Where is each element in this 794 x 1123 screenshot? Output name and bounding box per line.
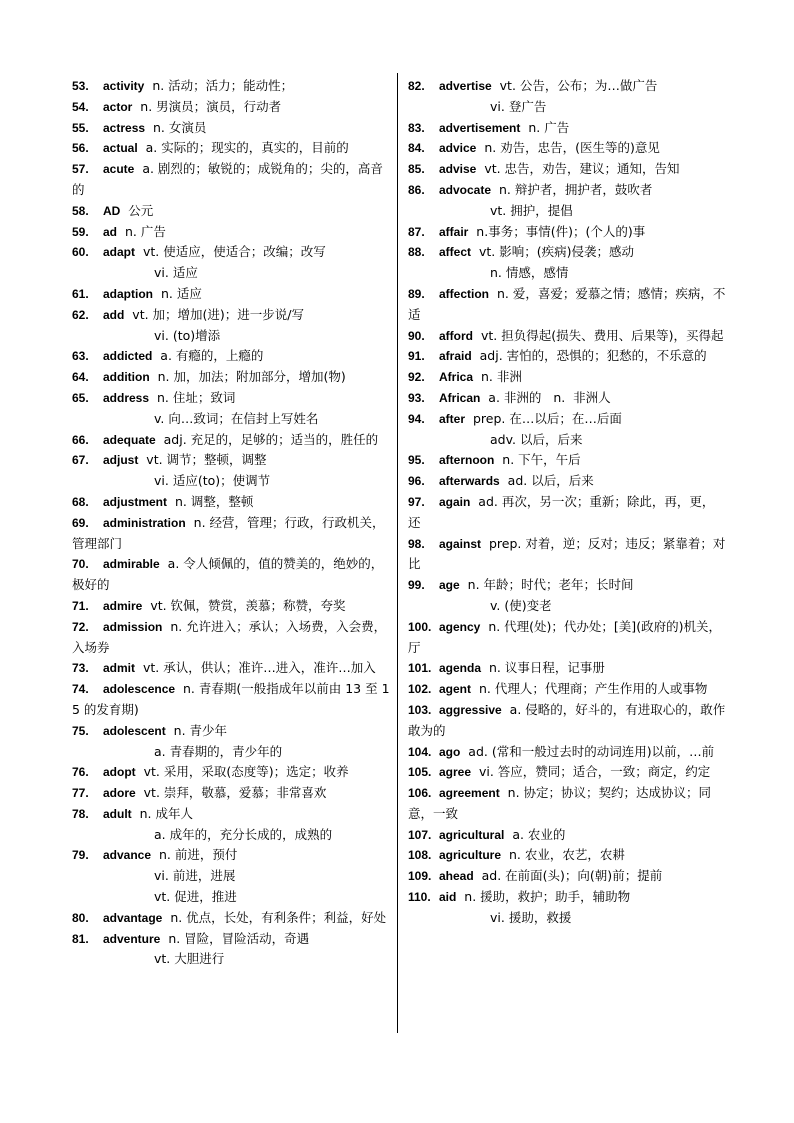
entry-word: advertise (439, 79, 492, 93)
entry-number: 85. (408, 162, 425, 177)
entry-number: 104. (408, 744, 432, 759)
entry-number: 92. (408, 370, 425, 385)
entry-definition: n. 议事日程，记事册 (488, 660, 605, 676)
entry-definition: ad. 以后，后来 (507, 473, 594, 489)
vocab-entry (408, 471, 726, 492)
vocab-entry (72, 845, 390, 866)
entry-definition: n. 广告 (528, 119, 570, 135)
vocab-entry (72, 554, 390, 596)
entry-definition: v. 向…致词；在信封上写姓名 (154, 410, 319, 426)
entry-number: 61. (72, 286, 89, 301)
entry-definition: n. 青少年 (173, 722, 228, 738)
vocab-entry (72, 617, 390, 659)
entry-word: actress (103, 120, 146, 135)
vocab-entry (408, 845, 726, 866)
entry-definition: n. 青春期(一般指成年以前由 13 至 15 的发育期) (72, 681, 390, 717)
vocab-entry (72, 908, 390, 929)
entry-word: admission (103, 619, 163, 634)
entry-continuation (72, 471, 390, 492)
entry-definition: adj. 充足的，足够的；适当的，胜任的 (163, 431, 379, 447)
vocab-entry (408, 700, 726, 742)
entry-word: addition (103, 370, 150, 385)
entry-definition: n. 男演员；演员，行动者 (140, 98, 282, 114)
left-column (72, 76, 390, 970)
entry-word: agency (439, 619, 481, 634)
entry-definition: n. 协定；协议；契约；达成协议；同意，一致 (408, 785, 712, 821)
entry-definition: n. 广告 (124, 223, 166, 239)
vocab-entry (408, 866, 726, 887)
entry-continuation (72, 825, 390, 846)
entry-definition: n. 辩护者，拥护者，鼓吹者 (498, 181, 653, 197)
entry-definition: vt. 影响；(疾病)侵袭；感动 (478, 244, 634, 260)
entry-word: advise (439, 162, 477, 177)
entry-definition: v. (使)变老 (490, 597, 552, 613)
entry-number: 106. (408, 786, 432, 801)
entry-continuation (72, 949, 390, 970)
entry-word: adult (103, 806, 132, 821)
entry-number: 75. (72, 723, 89, 738)
vocab-entry (408, 575, 726, 596)
entry-definition: n. 成年人 (139, 805, 193, 821)
vocab-entry (408, 783, 726, 825)
entry-continuation (72, 326, 390, 347)
entry-definition: prep. 在…以后；在…后面 (472, 410, 622, 426)
vocab-entry (72, 658, 390, 679)
vocab-entry (72, 804, 390, 825)
entry-definition: n. 年龄；时代；老年；长时间 (467, 577, 634, 593)
entry-continuation (72, 887, 390, 908)
vocab-entry (72, 284, 390, 305)
entry-definition: n. 代理(处)；代办处；[美](政府的)机关，厅 (408, 618, 721, 655)
entry-word: ad (103, 224, 118, 239)
vocab-entry (408, 346, 726, 367)
entry-word: affection (439, 286, 490, 301)
entry-number: 58. (72, 203, 89, 218)
entry-word: against (439, 536, 482, 551)
entry-word: activity (103, 79, 145, 93)
vocab-entry (408, 180, 726, 201)
entry-definition: n. 冒险，冒险活动，奇遇 (168, 930, 310, 946)
entry-number: 109. (408, 869, 432, 884)
entry-definition: vi. 前进，进展 (154, 868, 236, 884)
entry-definition: vt. 崇拜，敬慕，爱慕；非常喜欢 (143, 785, 327, 801)
vocab-entry (408, 617, 726, 659)
vocab-entry (408, 679, 726, 700)
entry-word: agriculture (439, 848, 502, 863)
entry-word: aggressive (439, 702, 502, 717)
entry-definition: ad. (常和一般过去时的动词连用)以前，…前 (468, 743, 715, 759)
entry-word: address (103, 390, 150, 405)
entry-number: 62. (72, 307, 89, 322)
entry-word: adaption (103, 286, 153, 301)
vocab-entry (408, 388, 726, 409)
entry-number: 76. (72, 765, 89, 780)
entry-word: advocate (439, 182, 492, 197)
entry-continuation (408, 263, 726, 284)
entry-word: afford (439, 328, 473, 343)
entry-definition: vt. 忠告，劝告，建议；通知，告知 (484, 161, 680, 177)
entry-definition: vi. 答应，赞同；适合，一致；商定，约定 (478, 764, 711, 780)
entry-definition: vt. 拥护，提倡 (490, 202, 573, 218)
entry-definition: a. 成年的，充分长成的，成熟的 (154, 826, 333, 842)
entry-word: afraid (439, 349, 472, 364)
entry-number: 84. (408, 141, 425, 156)
entry-number: 93. (408, 390, 425, 405)
entry-definition: n. 住址；致词 (156, 389, 236, 405)
entry-definition: a. 剧烈的；敏锐的；成锐角的；尖的，高音的 (72, 161, 383, 197)
entry-definition: n. 劝告，忠告，(医生等的)意见 (484, 140, 660, 156)
vocab-entry (72, 242, 390, 263)
entry-definition: n. 活动；活力；能动性； (152, 78, 294, 93)
entry-number: 73. (72, 661, 89, 676)
entry-word: agreement (439, 786, 500, 801)
column-divider (397, 73, 398, 1033)
vocab-entry (408, 159, 726, 180)
entry-number: 68. (72, 494, 89, 509)
vocab-entry (72, 118, 390, 139)
vocab-entry (72, 492, 390, 513)
entry-definition: 公元 (128, 202, 154, 218)
entry-number: 110. (408, 890, 431, 905)
entry-word: agent (439, 682, 472, 697)
vocab-entry (72, 762, 390, 783)
entry-number: 96. (408, 474, 425, 489)
entry-continuation (72, 263, 390, 284)
entry-number: 107. (408, 827, 432, 842)
entry-word: admire (103, 598, 143, 613)
entry-number: 95. (408, 453, 425, 468)
vocab-entry (72, 783, 390, 804)
entry-number: 108. (408, 848, 432, 863)
entry-number: 105. (408, 765, 432, 780)
vocab-entry (72, 305, 390, 326)
entry-number: 53. (72, 79, 89, 93)
vocab-entry (72, 679, 390, 721)
entry-number: 66. (72, 432, 89, 447)
vocab-entry (408, 118, 726, 139)
entry-word: adjust (103, 453, 139, 468)
entry-definition: n. 爱，喜爱；爱慕之情；感情；疾病，不适 (408, 285, 726, 322)
entry-definition: a. 有瘾的，上瘾的 (160, 348, 264, 364)
right-column (408, 76, 726, 929)
vocab-entry (72, 201, 390, 222)
entry-word: add (103, 307, 125, 322)
entry-definition: vt. 大胆进行 (154, 951, 225, 967)
entry-word: after (439, 411, 466, 426)
vocab-entry (408, 409, 726, 430)
vocab-entry (408, 76, 726, 97)
entry-number: 87. (408, 224, 425, 239)
entry-number: 55. (72, 120, 89, 135)
entry-definition: n. 允许进入；承认；入场费，入会费，入场券 (72, 618, 387, 655)
entry-definition: vi. 适应(to)；使调节 (154, 473, 271, 489)
entry-definition: vt. 加；增加(进)；进一步说/写 (132, 306, 305, 322)
entry-definition: vt. 担负得起(损失、费用、后果等)，买得起 (480, 327, 724, 343)
entry-word: ahead (439, 869, 474, 884)
vocab-entry (408, 367, 726, 388)
entry-word: Africa (439, 370, 474, 385)
entry-word: agricultural (439, 827, 505, 842)
entry-word: admirable (103, 557, 160, 572)
entry-number: 82. (408, 79, 425, 93)
entry-continuation (408, 430, 726, 451)
entry-number: 65. (72, 390, 89, 405)
entry-number: 101. (408, 661, 432, 676)
entry-definition: n. 情感，感情 (490, 265, 569, 281)
entry-number: 97. (408, 494, 425, 509)
entry-number: 81. (72, 931, 89, 946)
entry-definition: a. 青春期的，青少年的 (154, 743, 283, 759)
entry-definition: adv. 以后，后来 (490, 431, 583, 447)
entry-continuation (408, 97, 726, 118)
entry-definition: n. 调整，整顿 (174, 493, 254, 509)
entry-definition: n. 优点，长处，有利条件；利益，好处 (170, 909, 387, 925)
entry-definition: vt. 公告，公布；为…做广告 (499, 78, 658, 93)
entry-definition: ad. 再次，另一次；重新；除此，再，更，还 (408, 493, 715, 530)
entry-definition: n.事务；事情(件)；(个人的)事 (476, 223, 646, 239)
entry-number: 98. (408, 536, 425, 551)
entry-definition: vt. 承认，供认；准许…进入，准许…加入 (142, 660, 376, 676)
entry-word: age (439, 578, 460, 593)
vocab-entry (72, 222, 390, 243)
entry-definition: a. 实际的；现实的，真实的，目前的 (145, 140, 349, 156)
vocab-entry (408, 242, 726, 263)
entry-number: 94. (408, 411, 425, 426)
vocab-entry (72, 450, 390, 471)
entry-number: 67. (72, 453, 89, 468)
entry-definition: vi. 援助，救援 (490, 909, 572, 925)
vocab-entry (72, 721, 390, 742)
entry-word: ago (439, 744, 461, 759)
entry-definition: n. 前进，预付 (158, 847, 238, 863)
entry-definition: n. 援助，救护；助手，辅助物 (464, 889, 631, 905)
entry-definition: n. 非洲 (480, 369, 522, 385)
entry-word: adolescence (103, 682, 176, 697)
entry-word: advantage (103, 910, 163, 925)
entry-word: adolescent (103, 723, 166, 738)
vocab-entry (408, 658, 726, 679)
vocab-entry (72, 430, 390, 451)
entry-number: 71. (72, 598, 89, 613)
entry-word: African (439, 390, 481, 405)
vocab-entry (408, 825, 726, 846)
entry-number: 70. (72, 557, 89, 572)
entry-definition: a. 侵略的，好斗的，有进取心的，敢作敢为的 (408, 701, 726, 738)
entry-number: 69. (72, 515, 89, 530)
entry-definition: vt. 采用，采取(态度等)；选定；收养 (143, 764, 349, 780)
entry-word: adventure (103, 931, 161, 946)
entry-definition: n. 农业，农艺，农耕 (508, 847, 625, 863)
entry-definition: vi. 适应 (154, 265, 198, 281)
entry-number: 54. (72, 99, 89, 114)
entry-word: afterwards (439, 474, 500, 489)
entry-number: 74. (72, 682, 89, 697)
entry-word: advice (439, 141, 477, 156)
entry-word: adore (103, 786, 136, 801)
entry-number: 56. (72, 141, 89, 156)
entry-definition: vi. 登广告 (490, 98, 547, 114)
entry-word: actor (103, 99, 133, 114)
vocab-entry (72, 76, 390, 97)
vocab-entry (408, 284, 726, 326)
entry-word: admit (103, 661, 136, 676)
vocab-entry (408, 534, 726, 576)
vocab-entry (72, 367, 390, 388)
entry-word: adopt (103, 765, 136, 780)
entry-definition: ad. 在前面(头)；向(朝)前；提前 (481, 868, 663, 884)
entry-number: 64. (72, 370, 89, 385)
entry-definition: vi. (to)增添 (154, 327, 221, 343)
vocab-entry (408, 138, 726, 159)
entry-number: 78. (72, 806, 89, 821)
entry-definition: n. 经营，管理；行政，行政机关，管理部门 (72, 514, 385, 551)
entry-word: addicted (103, 349, 153, 364)
entry-number: 102. (408, 682, 432, 697)
entry-word: affect (439, 245, 472, 260)
vocab-entry (72, 929, 390, 950)
entry-number: 83. (408, 120, 425, 135)
vocab-entry (408, 450, 726, 471)
vocab-entry (408, 762, 726, 783)
entry-number: 80. (72, 910, 89, 925)
entry-definition: vt. 调节；整顿，调整 (146, 452, 267, 468)
entry-word: aid (439, 890, 457, 905)
vocab-entry (72, 596, 390, 617)
entry-definition: n. 适应 (160, 285, 202, 301)
entry-word: advertisement (439, 120, 521, 135)
entry-definition: n. 下午，午后 (502, 452, 581, 468)
entry-number: 79. (72, 848, 89, 863)
entry-definition: vt. 钦佩，赞赏，羡慕；称赞，夸奖 (150, 597, 346, 613)
vocab-entry (408, 492, 726, 534)
entry-number: 103. (408, 702, 432, 717)
entry-word: affair (439, 224, 469, 239)
entry-word: adjustment (103, 494, 168, 509)
entry-continuation (408, 596, 726, 617)
entry-definition: prep. 对着，逆；反对；违反；紧靠着；对比 (408, 535, 726, 572)
entry-number: 60. (72, 245, 89, 260)
vocab-entry (72, 97, 390, 118)
entry-continuation (72, 742, 390, 763)
entry-continuation (72, 409, 390, 430)
entry-word: adequate (103, 432, 156, 447)
entry-word: advance (103, 848, 152, 863)
vocab-entry (72, 159, 390, 201)
entry-definition: a. 非洲的 n. 非洲人 (488, 389, 611, 405)
vocab-entry (72, 346, 390, 367)
entry-word: again (439, 494, 471, 509)
entry-definition: n. 代理人；代理商；产生作用的人或事物 (478, 681, 708, 697)
entry-word: AD (103, 203, 121, 218)
entry-continuation (408, 201, 726, 222)
entry-word: afternoon (439, 453, 495, 468)
entry-word: actual (103, 141, 138, 156)
entry-word: administration (103, 515, 186, 530)
entry-number: 63. (72, 349, 89, 364)
vocab-entry (408, 887, 726, 908)
entry-continuation (72, 866, 390, 887)
entry-definition: vt. 促进，推进 (154, 889, 237, 905)
entry-number: 72. (72, 619, 89, 634)
vocab-entry (408, 222, 726, 243)
entry-continuation (408, 908, 726, 929)
entry-word: agree (439, 765, 472, 780)
vocab-entry (72, 138, 390, 159)
entry-number: 100. (408, 619, 432, 634)
entry-word: adapt (103, 245, 136, 260)
entry-word: agenda (439, 661, 482, 676)
entry-definition: n. 加，加法；附加部分，增加(物) (157, 369, 346, 385)
entry-number: 91. (408, 349, 425, 364)
entry-number: 59. (72, 224, 89, 239)
entry-number: 99. (408, 578, 425, 593)
vocab-entry (72, 513, 390, 555)
entry-number: 57. (72, 162, 89, 177)
entry-word: acute (103, 162, 135, 177)
entry-number: 90. (408, 328, 425, 343)
entry-definition: a. 农业的 (512, 826, 566, 842)
vocab-entry (408, 326, 726, 347)
vocab-entry (408, 742, 726, 763)
entry-number: 86. (408, 182, 425, 197)
entry-definition: n. 女演员 (153, 119, 207, 135)
vocab-entry (72, 388, 390, 409)
entry-number: 77. (72, 786, 89, 801)
entry-number: 88. (408, 245, 425, 260)
entry-number: 89. (408, 286, 425, 301)
entry-definition: vt. 使适应，使适合；改编；改写 (142, 244, 326, 260)
entry-definition: a. 令人倾佩的，值的赞美的，绝妙的，极好的 (72, 556, 384, 593)
entry-definition: adj. 害怕的，恐惧的；犯愁的，不乐意的 (479, 348, 707, 364)
